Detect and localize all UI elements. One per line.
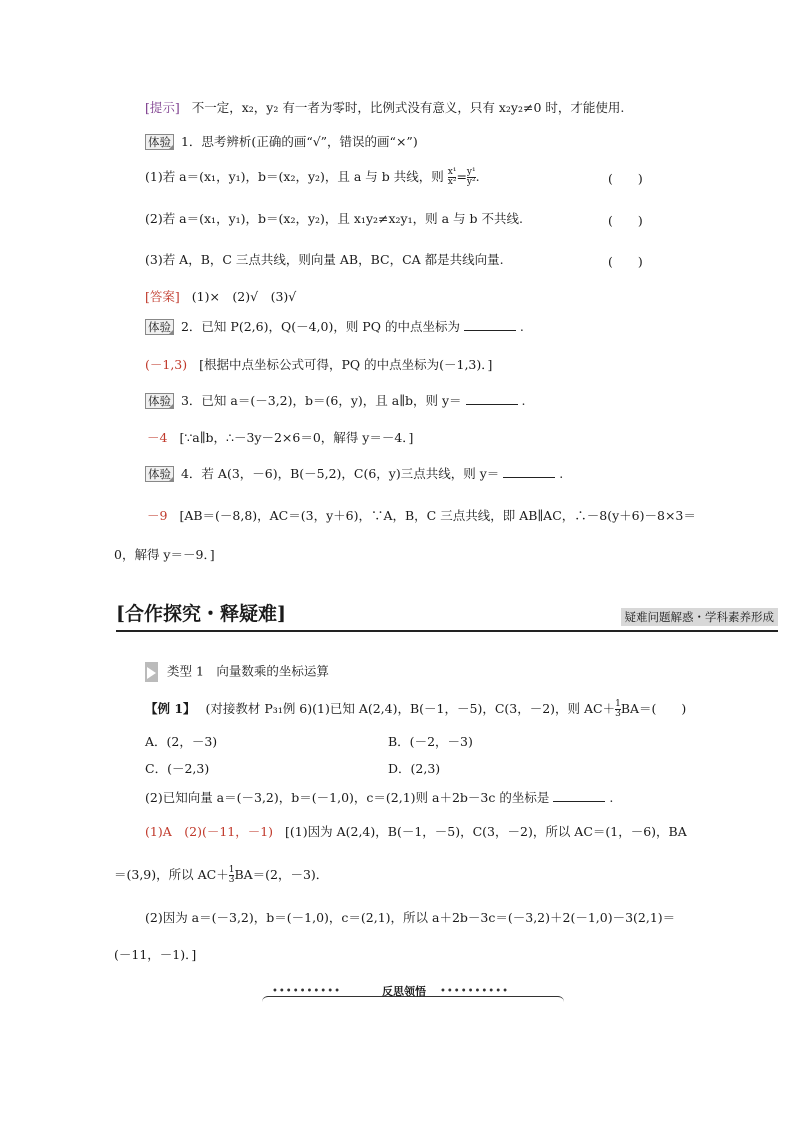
exp4-blank [503,465,555,478]
exp1-title: 1．思考辨析(正确的画“√”，错误的画“×”) [180,134,418,149]
exp4-answer-val: －9 [147,508,168,523]
exp2-tag: 体验 [145,319,174,335]
example1-frac: $\frac{1}{3}$ [615,699,621,719]
exp1-item1 [145,168,480,187]
exp1-item2-paren: ( ) [608,213,643,228]
exp2-question-line [145,318,524,336]
solution-line2 [114,866,328,885]
solution-answer: (1)A (2)(－11，－1) [145,824,274,839]
exp1-item2: (2)若 a＝(x₁，y₁)，b＝(x₂，y₂)，且 x₁y₂≠x₂y₁，则 a 与 b 不共线. [145,211,523,226]
exp2-q-end: . [519,319,524,334]
hint-text: 不一定，x₂，y₂ 有一者为零时，比例式没有意义，只有 x₂y₂≠0 时，才能使用. [191,100,625,115]
hint-tag: [提示] [145,100,180,115]
exp3-q-end: . [521,393,526,408]
exp1-answer: (1)× (2)√ (3)√ [191,289,297,304]
example1-option-c: C．(－2,3) [145,761,210,776]
example1-line [145,700,686,719]
exp2-answer-line [145,356,492,374]
example1-option-b: B．(－2，－3) [388,734,473,749]
type1-line [145,662,329,682]
footer-dots-left: •••••••••• [272,986,341,997]
exp4-q-end: . [559,466,564,481]
example1-q2-line [145,789,613,807]
example1-q2: (2)已知向量 a＝(－3,2)，b＝(－1,0)，c＝(2,1)则 a＋2b－3c 的坐标是 [145,790,550,805]
exp2-answer-text: [根据中点坐标公式可得，PQ 的中点坐标为(－1,3)．] [199,357,493,372]
exp3-blank [466,392,518,405]
exp3-answer-line [147,429,413,447]
solution-frac: $\frac{1}{3}$ [228,865,235,885]
exp4-answer-text1: [AB＝(－8,8)，AC＝(3，y＋6)，∵A，B，C 三点共线，即 AB∥AC，∴－8(y＋6)－8×3＝ [179,508,696,523]
exp1-item1-paren: ( ) [608,171,643,186]
solution-line3: (2)因为 a＝(－3,2)，b＝(－1,0)，c＝(2,1)，所以 a＋2b－3c＝(－3,2)＋2(－1,0)－3(2,1)＝ [145,910,676,925]
exp1-item1-end: . [475,169,480,184]
footer-label: 反思领悟 [382,985,426,998]
play-triangle-icon [145,662,158,682]
solution-text1: [(1)因为 A(2,4)，B(－1，－5)，C(3，－2)，所以 AC＝(1，－6)，BA [285,824,687,839]
exp1-item1-frac-left: $\frac{\text{x¹}}{\text{x²}}$ [447,167,457,187]
exp1-item1-eq: = [456,169,467,184]
footer-dots-right: •••••••••• [440,986,509,997]
exp1-item1-frac-right: $\frac{\text{y¹}}{\text{y²}}$ [466,167,476,187]
example1-text: (对接教材 P₃₁例 6)(1)已知 A(2,4)，B(－1，－5)，C(3，－2)，则 AC＋ [205,701,616,716]
example1-text-end: BA＝( ) [620,701,687,716]
exp1-item3: (3)若 A，B，C 三点共线，则向量 AB，BC，CA 都是共线向量. [145,252,504,267]
exp4-answer-line2: 0，解得 y＝－9．] [114,547,215,562]
exp1-answer-line [145,288,296,306]
example1-option-d: D．(2,3) [388,761,441,776]
exp1-answer-tag: [答案] [145,289,180,304]
solution-text2a: ＝(3,9)，所以 AC＋ [114,867,229,882]
example1-q2-end: . [609,790,614,805]
exp1-item1-text: (1)若 a＝(x₁，y₁)，b＝(x₂，y₂)，且 a 与 b 共线，则 [145,169,444,184]
section-subtitle: 疑难问题解惑・学科素养形成 [621,608,779,626]
solution-line4: (－11，－1)．] [114,947,197,962]
type1-label: 类型 1 向量数乘的坐标运算 [166,663,329,679]
exp4-question: 4．若 A(3，－6)，B(－5,2)，C(6，y)三点共线，则 y＝ [180,466,500,481]
section-title: [合作探究・释疑难] [116,603,286,625]
solution-text2b: BA＝(2，－3)． [234,867,329,882]
exp2-question: 2．已知 P(2,6)，Q(－4,0)，则 PQ 的中点坐标为 [180,319,460,334]
exp3-tag: 体验 [145,393,174,409]
exp3-answer-text: [∵a∥b，∴－3y－2×6＝0，解得 y＝－4．] [179,430,414,445]
hint-line [145,99,624,117]
exp4-answer-line1 [147,507,696,525]
exp3-question: 3．已知 a＝(－3,2)，b＝(6，y)，且 a∥b，则 y＝ [180,393,462,408]
solution-line1 [145,823,687,841]
footer-banner [262,985,564,999]
exp2-blank [464,318,516,331]
exp1-title-line [145,133,418,151]
exp3-answer-val: －4 [147,430,168,445]
example1-tag: 【例 1】 [145,701,196,716]
section-header [116,600,778,632]
exp4-question-line [145,465,563,483]
exp1-item3-paren: ( ) [608,254,643,269]
exp4-tag: 体验 [145,466,174,482]
exp3-question-line [145,392,525,410]
example1-q2-blank [553,789,605,802]
exp2-answer-val: (－1,3) [145,357,188,372]
exp1-tag: 体验 [145,134,174,150]
example1-option-a: A．(2，－3) [145,734,218,749]
